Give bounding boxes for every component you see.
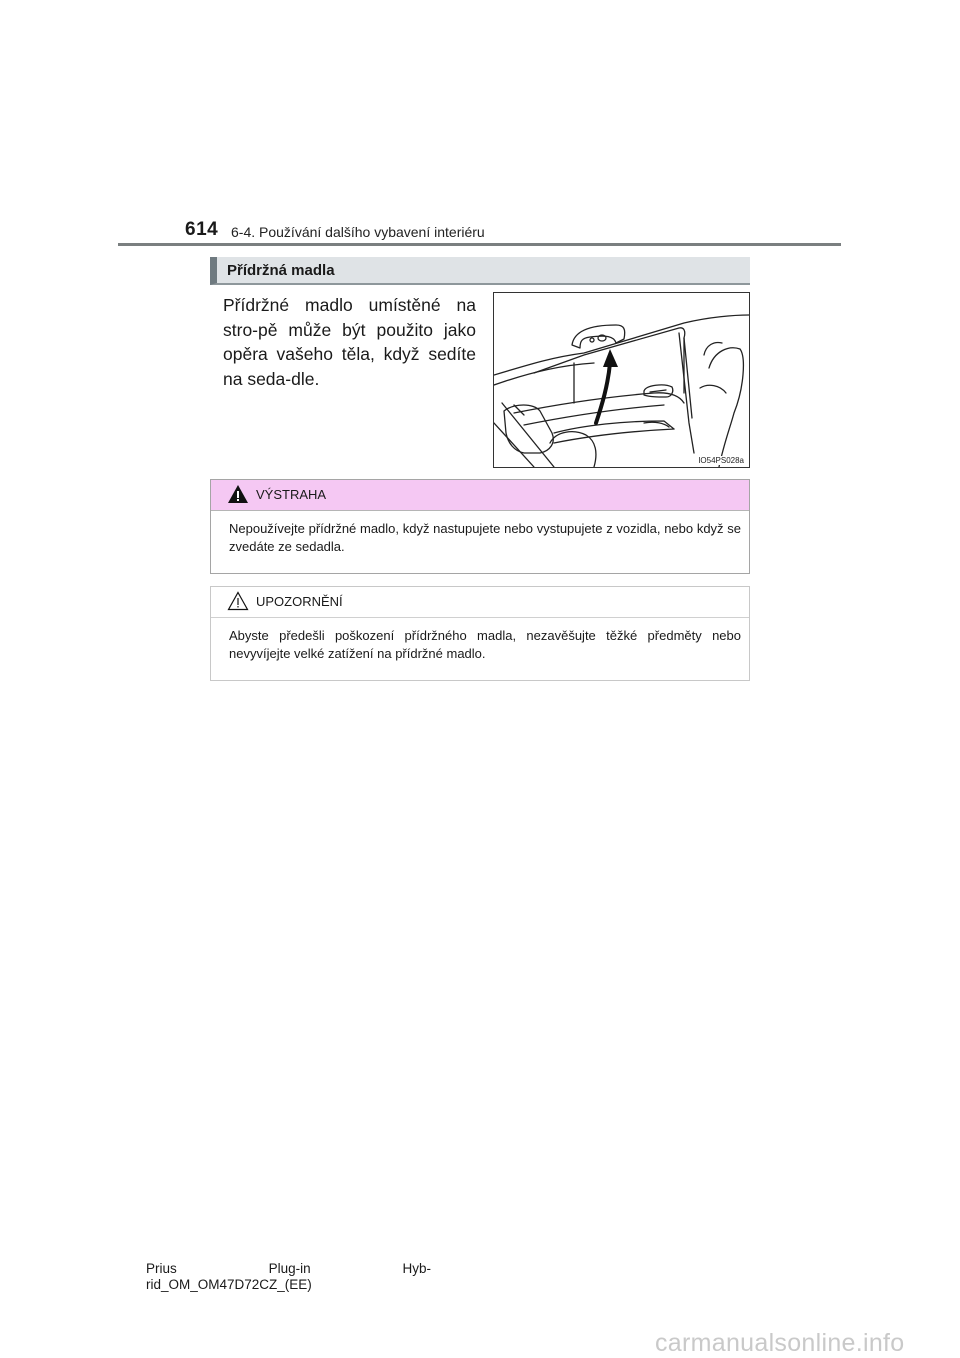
- footer-line-2: rid_OM_OM47D72CZ_(EE): [146, 1277, 312, 1292]
- caution-box: [210, 586, 750, 681]
- car-interior-drawing: [494, 293, 749, 467]
- section-body-text: Přídržné madlo umístěné na stro-pě může být použito jako opěra vašeho těla, když sedíte na seda-dle.: [223, 295, 476, 389]
- warning-title: VÝSTRAHA: [256, 487, 327, 502]
- chapter-title: 6-4. Používání dalšího vybavení interiéru: [231, 224, 485, 240]
- warning-triangle-icon: [227, 484, 249, 504]
- section-header: [210, 257, 750, 285]
- warning-header: [211, 480, 749, 511]
- header-rule: [118, 243, 841, 246]
- figure-code: IO54PS028a: [698, 456, 744, 465]
- page-number: 614: [185, 219, 219, 240]
- section-title: Přídržná madla: [227, 262, 335, 279]
- footer-part-2: Plug-in: [268, 1261, 311, 1276]
- assist-grip-illustration: [493, 292, 750, 468]
- watermark: carmanualsonline.info: [655, 1329, 905, 1357]
- caution-text: Abyste předešli poškození přídržného madla, nezavěšujte těžké předměty nebo nevyvíjejte velké zatížení na přídržné madlo.: [229, 628, 741, 661]
- footer: [146, 1261, 431, 1293]
- caution-triangle-icon: [227, 591, 249, 611]
- footer-part-1: Prius: [146, 1261, 177, 1276]
- footer-line-1: [146, 1261, 431, 1277]
- warning-text: Nepoužívejte přídržné madlo, když nastupujete nebo vystupujete z vozidla, nebo když se zvedáte ze sedadla.: [229, 521, 741, 554]
- caution-title: UPOZORNĚNÍ: [256, 594, 343, 609]
- caution-header: [211, 587, 749, 618]
- footer-part-3: Hyb-: [402, 1261, 431, 1276]
- warning-box: [210, 479, 750, 574]
